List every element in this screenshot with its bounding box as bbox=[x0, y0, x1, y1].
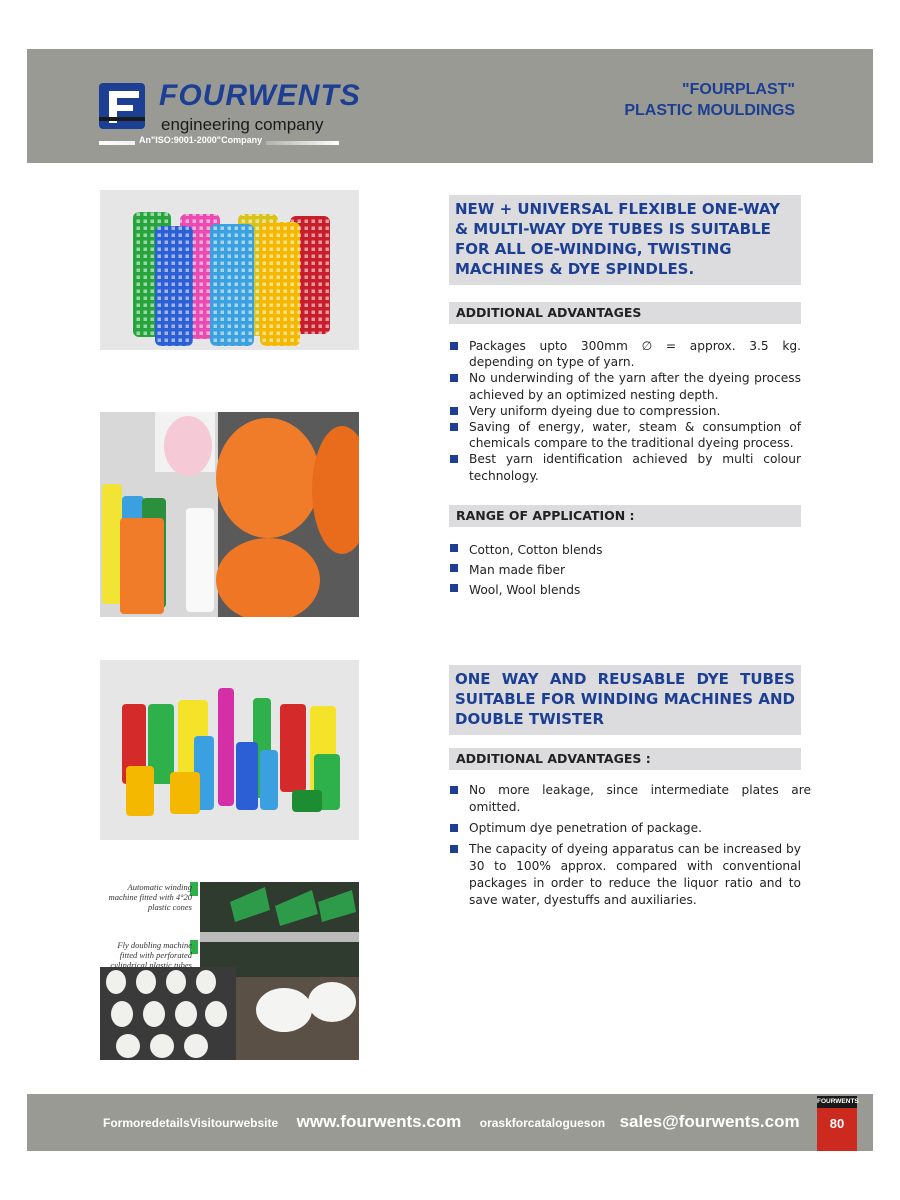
list-item: Saving of energy, water, steam & consumption of chemicals compare to the traditional dyeing process. bbox=[449, 419, 801, 451]
list-item: Packages upto 300mm ∅ = approx. 3.5 kg. depending on type of yarn. bbox=[449, 338, 801, 370]
page-title-line1: "FOURPLAST" bbox=[682, 81, 795, 98]
list-item: Best yarn identification achieved by multi colour technology. bbox=[449, 451, 801, 483]
caption-fly-doubling-machine: Fly doubling machine fitted with perforated cylindrical plastic tubes bbox=[110, 940, 192, 970]
dye-tubes-photo-2 bbox=[100, 660, 359, 840]
brand-subtitle: engineering company bbox=[161, 115, 324, 134]
footer-brand-badge: FOURWENTS bbox=[817, 1096, 857, 1108]
footer-contact-line bbox=[103, 1112, 823, 1132]
page-number: 80 bbox=[817, 1108, 857, 1151]
list-item: Cotton, Cotton blends bbox=[449, 540, 811, 560]
footer-catalogue-text: oraskforcatalogueson bbox=[479, 1116, 606, 1130]
caption-winding-machine: Automatic winding machine fitted with 4°20 plastic cones bbox=[108, 882, 192, 912]
fourwents-logo-icon bbox=[99, 83, 145, 129]
list-item: No more leakage, since intermediate plates are omitted. bbox=[449, 782, 811, 816]
list-item: Man made fiber bbox=[449, 560, 811, 580]
section1-advantages-title: ADDITIONAL ADVANTAGES bbox=[449, 302, 801, 324]
section2-headline: ONE WAY AND REUSABLE DYE TUBES SUITABLE FOR WINDING MACHINES AND DOUBLE TWISTER bbox=[449, 665, 801, 735]
dye-tubes-illustration bbox=[100, 190, 359, 350]
list-item: Very uniform dyeing due to compression. bbox=[449, 403, 801, 419]
section2-advantages-list bbox=[449, 782, 811, 909]
page-header bbox=[27, 49, 873, 163]
list-item: No underwinding of the yarn after the dyeing process achieved by an optimized nesting depth. bbox=[449, 370, 801, 402]
range-of-application-list bbox=[449, 540, 811, 600]
reusable-dye-tubes-illustration bbox=[100, 660, 359, 840]
company-logo bbox=[99, 79, 361, 153]
page-footer bbox=[27, 1094, 873, 1151]
iso-label: An"ISO:9001-2000"Company bbox=[135, 135, 266, 145]
page-title-line2: PLASTIC MOULDINGS bbox=[624, 102, 795, 119]
list-item: Optimum dye penetration of package. bbox=[449, 820, 811, 837]
section1-headline: NEW + UNIVERSAL FLEXIBLE ONE-WAY & MULTI-WAY DYE TUBES IS SUITABLE FOR ALL OE-WINDING, TWISTING MACHINES & DYE SPINDLES. bbox=[449, 195, 801, 285]
list-item: The capacity of dyeing apparatus can be increased by 30 to 100% approx. compared with conventional packages in order to reduce the liquor ratio and to save water, dyestuffs and auxiliaries. bbox=[449, 841, 801, 909]
yarn-packages-photo bbox=[100, 412, 359, 617]
page-title bbox=[624, 79, 795, 121]
winding-machine-photo bbox=[100, 882, 359, 1060]
list-item: Wool, Wool blends bbox=[449, 580, 811, 600]
brand-name: FOURWENTS bbox=[159, 79, 361, 112]
yarn-packages-illustration bbox=[100, 412, 359, 617]
email-link[interactable]: sales@fourwents.com bbox=[619, 1112, 800, 1131]
website-link[interactable]: www.fourwents.com bbox=[296, 1112, 462, 1131]
footer-visit-text: FormoredetailsVisitourwebsite bbox=[103, 1116, 279, 1130]
section2-advantages-title: ADDITIONAL ADVANTAGES : bbox=[449, 748, 801, 770]
section1-advantages-list bbox=[449, 338, 801, 484]
range-of-application-title: RANGE OF APPLICATION : bbox=[449, 505, 801, 527]
dye-tubes-photo-1 bbox=[100, 190, 359, 350]
